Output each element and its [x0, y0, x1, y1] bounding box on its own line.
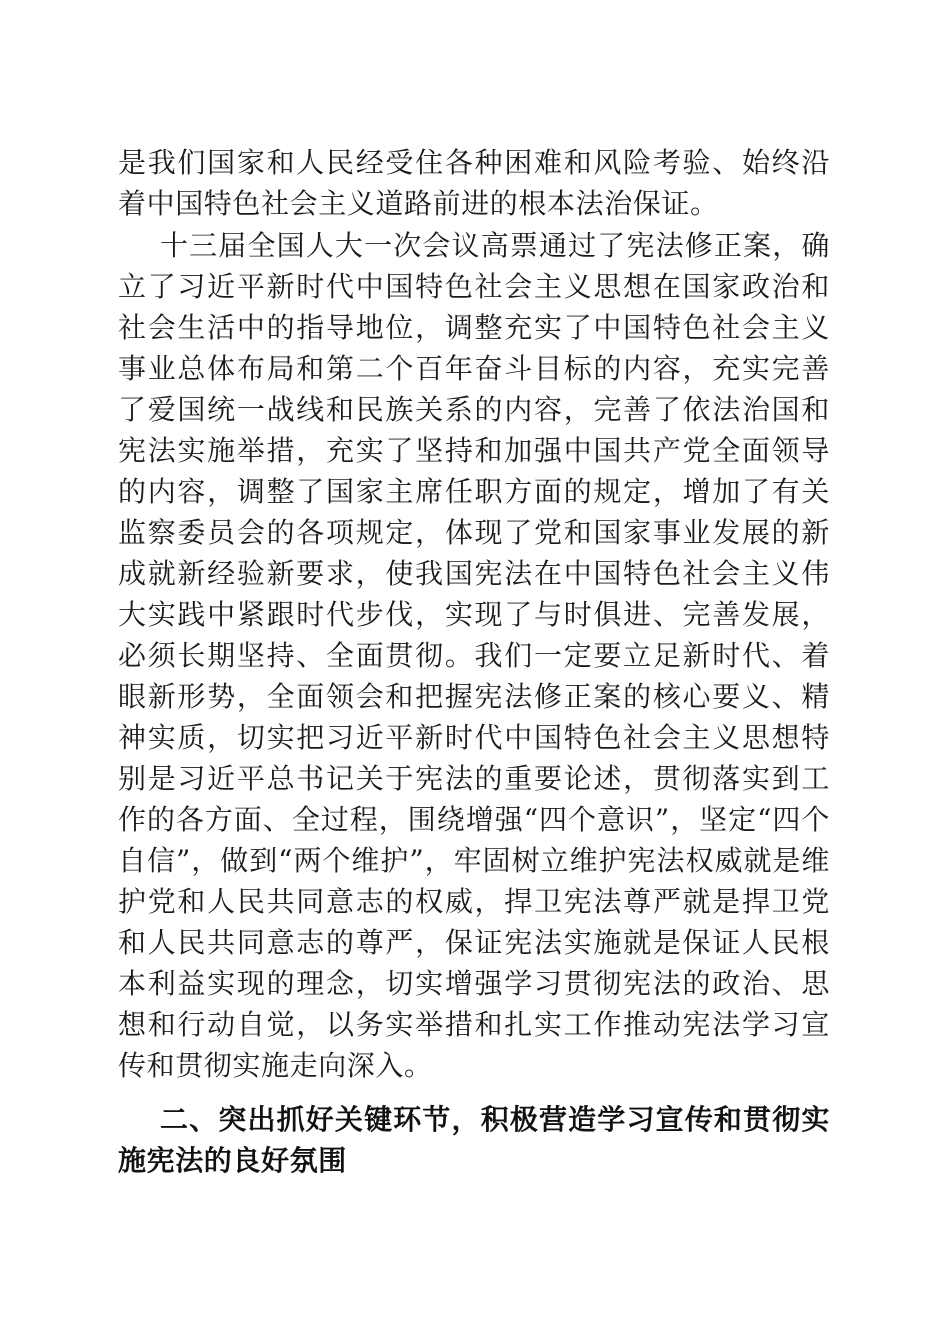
section-heading: 二、突出抓好关键环节，积极营造学习宣传和贯彻实施宪法的良好氛围 [118, 1103, 830, 1177]
paragraph-constitution-amendment: 十三届全国人大一次会议高票通过了宪法修正案，确立了习近平新时代中国特色社会主义思想在国家政治和社会生活中的指导地位，调整充实了中国特色社会主义事业总体布局和第二个百年奋斗目标的内容，充实完善了爱国统一战线和民族关系的内容，完善了依法治国和宪法实施举措，充实了坚持和加强中国共产党全面领导的内容，调整了国家主席任职方面的规定，增加了有关监察委员会的各项规定，体现了党和国家事业发展的新成就新经验新要求，使我国宪法在中国特色社会主义伟大实践中紧跟时代步伐，实现了与时俱进、完善发展，必须长期坚持、全面贯彻。我们一定要立足新时代、着眼新形势，全面领会和把握宪法修正案的核心要义、精神实质，切实把习近平新时代中国特色社会主义思想特别是习近平总书记关于宪法的重要论述，贯彻落实到工作的各方面、全过程，围绕增强“四个意识”，坚定“四个自信”，做到“两个维护”，牢固树立维护宪法权威就是维护党和人民共同意志的权威，捍卫宪法尊严就是捍卫党和人民共同意志的尊严，保证宪法实施就是保证人民根本利益实现的理念，切实增强学习贯彻宪法的政治、思想和行动自觉，以务实举措和扎实工作推动宪法学习宣传和贯彻实施走向深入。 [118, 229, 830, 1082]
paragraph-continuation: 是我们国家和人民经受住各种困难和风险考验、始终沿着中国特色社会主义道路前进的根本法治保证。 [118, 146, 830, 220]
document-body [118, 142, 830, 1181]
